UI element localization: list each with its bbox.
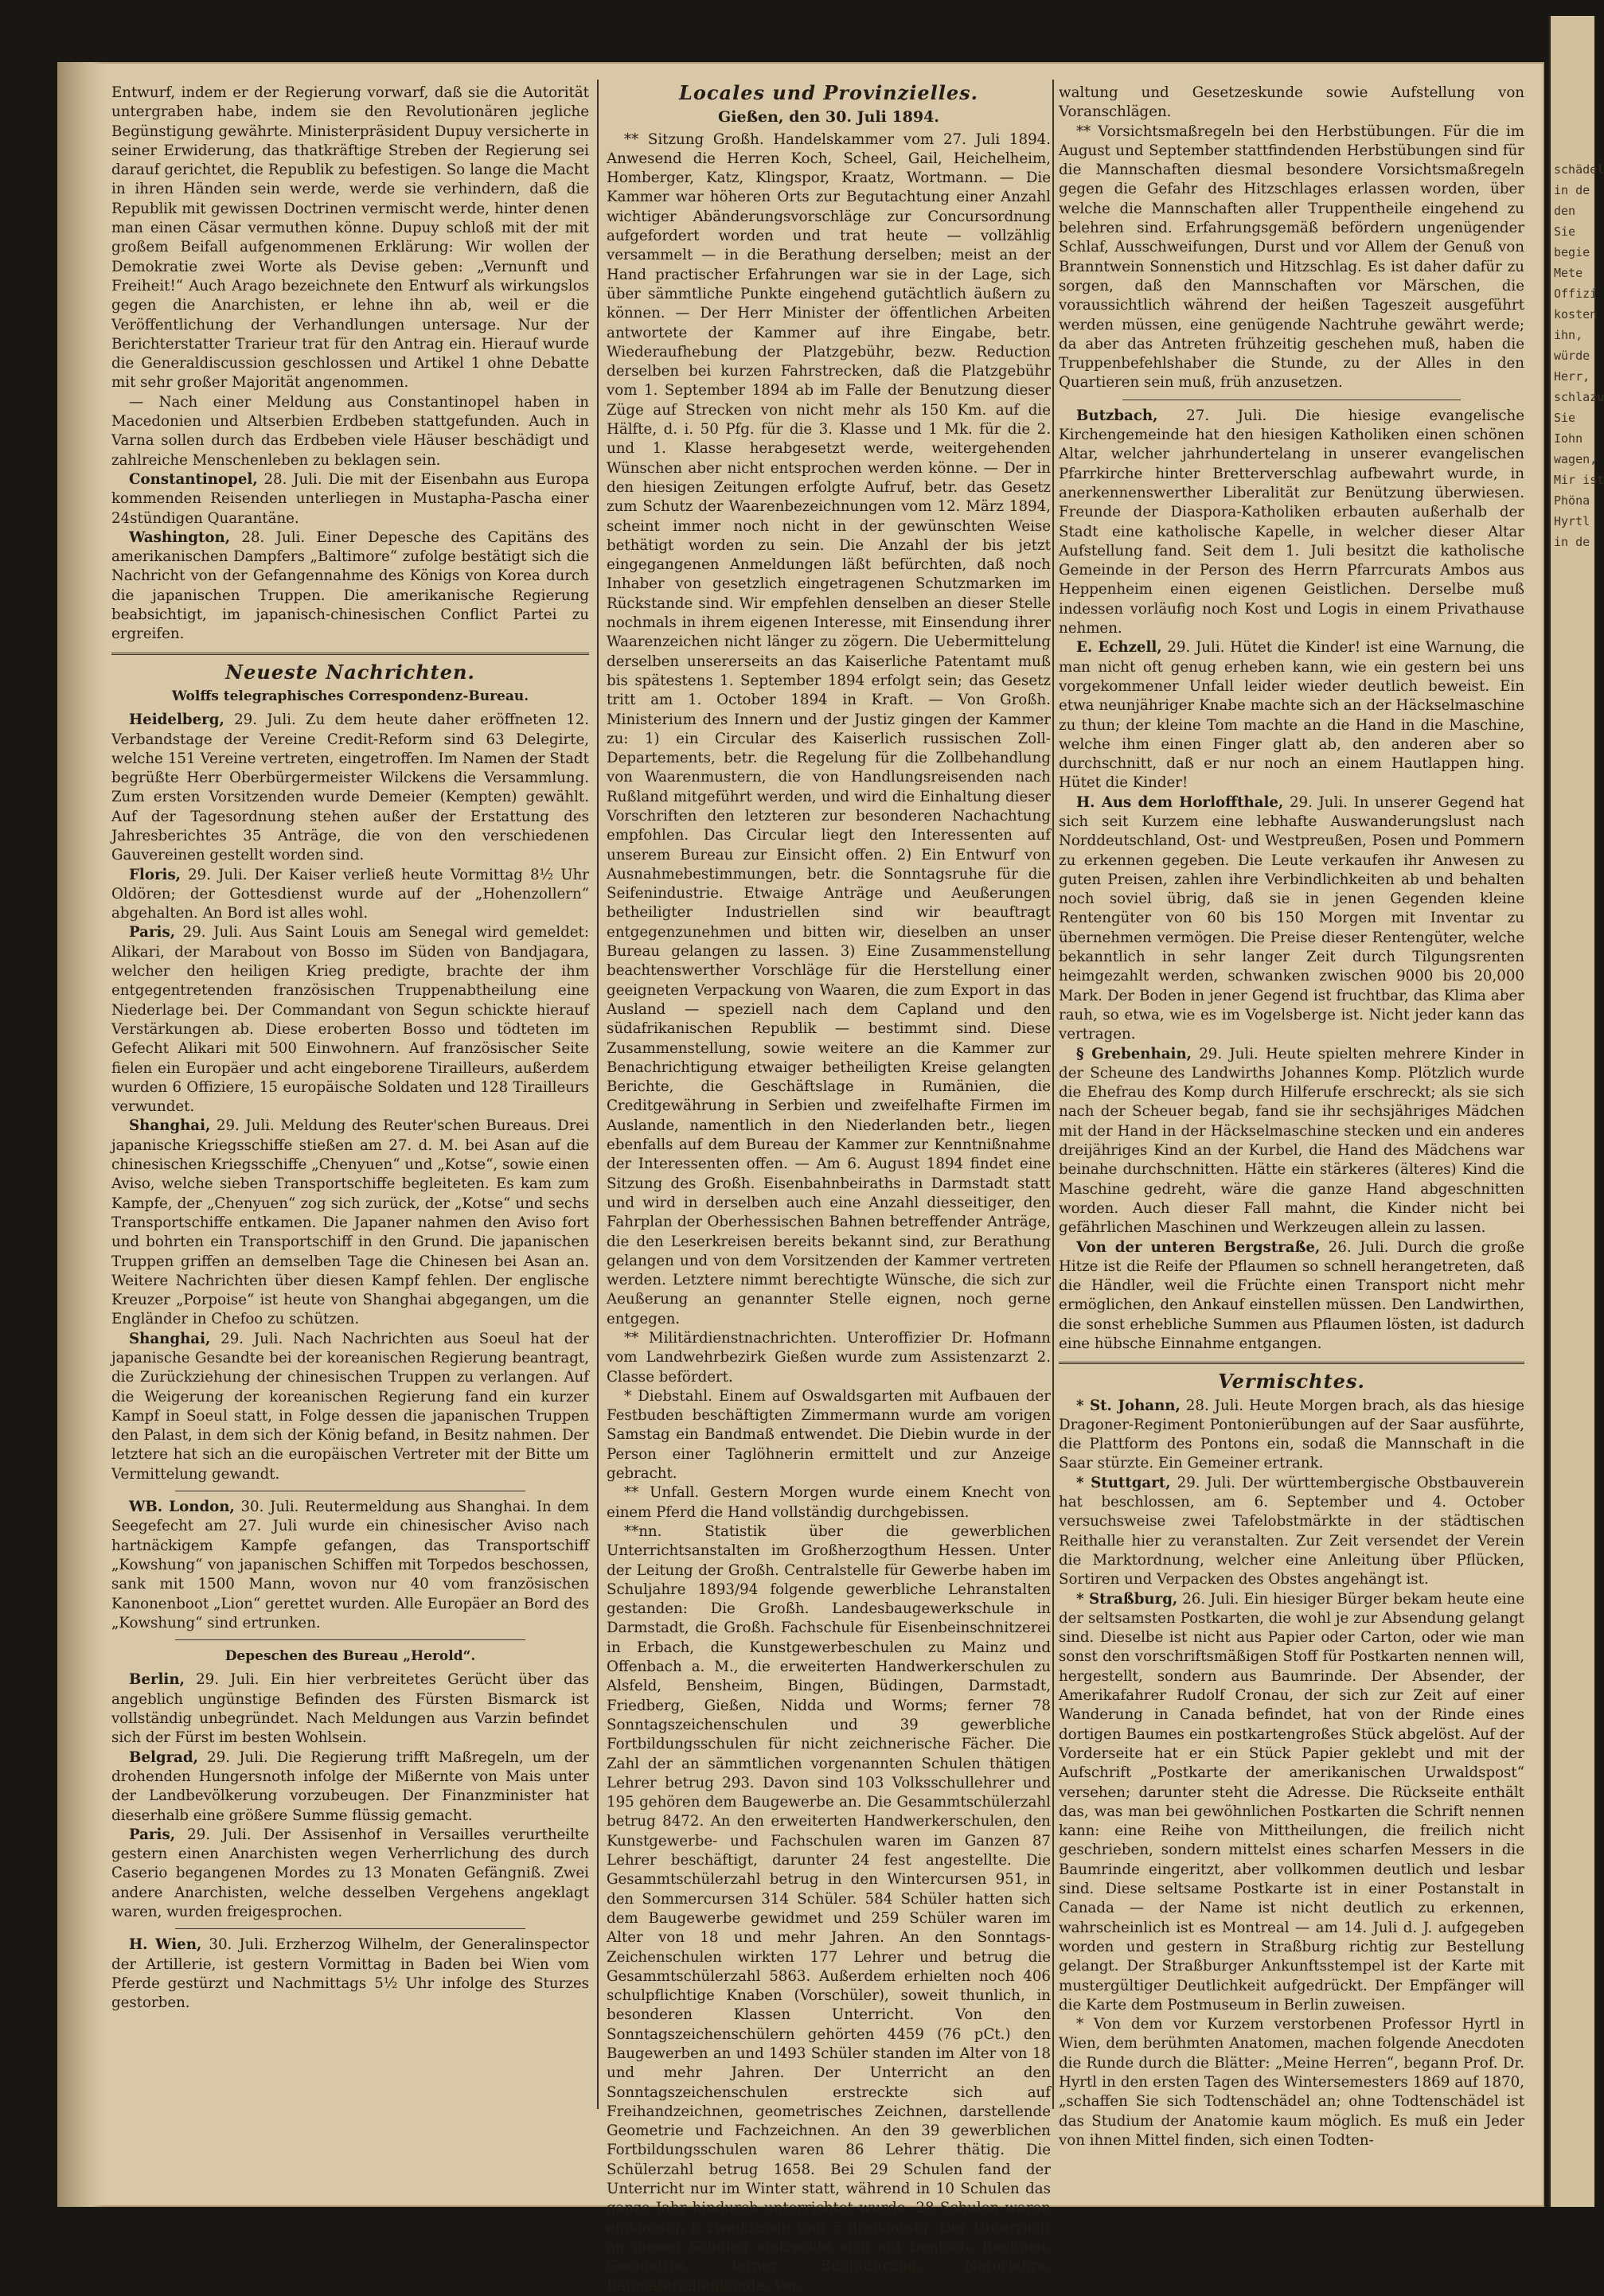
article-text: ** Vorsichtsmaßregeln bei den Herbstübungen. Für die im August und September stattfindenden Herbstübungen sind für die Mannschaften diesmal besondere Vorsichtsmaßregeln gegen die Gefahr des Hitzschlages erlassen worden, über welche die Mannschaften aller Truppentheile eingehend zu belehren sind. Erfahrungsgemäß befördern ungenügender Schlaf, Ausschweifungen, Durst und vor Allem der Genuß von Branntwein Sonnenstich und Hitzschlag. Es ist daher dafür zu sorgen, daß den Mannschaften vor Märschen, die voraussichtlich während der heißen Tageszeit ausgeführt werden müssen, eine genügende Nachtruhe gewährt werde; da aber das Antreten frühzeitig geschehen muß, haben die Truppenbefehlshaber die Stunde, zu der Alles in den Quartieren sein muß, früh anzusetzen. — [1059, 123, 1524, 392]
divider — [175, 1928, 525, 1929]
news-item — [111, 1498, 589, 1633]
section-subheading: Depeschen des Bureau „Herold“. — [224, 1648, 476, 1665]
article-text: ** Unfall. Gestern Morgen wurde einem Knecht von einem Pferd die Hand vollständig durchgebissen. — [607, 1484, 1051, 1521]
dateline: Heidelberg, — [129, 711, 224, 729]
news-text: 28. Juli. Einer Depesche des Capitäns des amerikanischen Dampfers „Baltimore“ zufolge bestätigt sich die Nachricht von der Gefangennahme des Königs von Korea durch die japanischen Truppen. Die amerikanische Regierung beabsichtigt, im japanisch-chinesischen Conflict Partei zu ergreifen. — [111, 528, 589, 643]
article-text: — Nach einer Meldung aus Constantinopel haben in Macedonien und Altserbien Erdbeben stattgefunden. Auch in Varna sollen durch das Erdbeben viele Häuser beschädigt und zahlreiche Menschenleben zu beklagen sein. — [111, 393, 589, 469]
dateline: Paris, — [129, 1826, 176, 1843]
news-item — [1059, 1397, 1524, 1474]
dateline: § Grebenhain, — [1076, 1045, 1192, 1062]
dateline: Berlin, — [129, 1671, 185, 1689]
dateline: Shanghai, — [129, 1117, 211, 1135]
dateline: Belgrad, — [129, 1748, 198, 1766]
dateline: * Stuttgart, — [1076, 1474, 1171, 1491]
news-item — [111, 1670, 589, 1748]
news-item — [1059, 1238, 1524, 1355]
news-text: 28. Juli. Die mit der Eisenbahn aus Europa kommenden Reisenden unterliegen in Mustapha-Pascha einer 24stündigen Quarantäne. — [111, 470, 589, 527]
news-text: 29. Juli. Ein hier verbreitetes Gerücht über das angeblich ungünstige Befinden des Fürsten Bismarck ist vollständig unbegründet. Nach Meldungen aus Varzin befindet sich der Fürst im besten Wohlsein. — [111, 1671, 589, 1747]
column-2 — [607, 81, 1051, 2294]
news-item — [111, 1748, 589, 1826]
news-text: 29. Juli. Der württembergische Obstbauverein hat beschlossen, am 6. September und 4. October versuchsweise zwei Tafelobstmärkte in der städtischen Reithalle hier zu veranstalten. Zur Zeit versendet der Verein die Marktordnung, welcher eine Anleitung über Pflücken, Sortiren und Verpacken des Obstes angehängt ist. — [1059, 1474, 1524, 1588]
news-text: 28. Juli. Heute Morgen brach, als das hiesige Dragoner-Regiment Pontonierübungen auf der Saar ausführte, die Plattform des Pontons ein, sodaß die Mannschaft in die Saar stürzte. Ein Gemeiner ertrank. — [1059, 1397, 1524, 1472]
divider — [175, 1639, 525, 1640]
column-1 — [111, 84, 589, 2113]
news-text: 29. Juli. Zu dem heute daher eröffneten 12. Verbandstage der Vereine Credit-Reform sind 63 Delegirte, welche 151 Vereine vertreten, eingetroffen. Im Namen der Stadt begrüßte Herr Oberbürgermeister Wilckens die Versammlung. Zum ersten Vorsitzenden wurde Demeier (Kempten) gewählt. Auf der Tagesordnung stehen außer der Erstattung des Jahresberichtes 35 Anträge, die von den verschiedenen Gauvereinen gestellt worden sind. — [111, 711, 589, 864]
dateline: H. Aus dem Horloffthale, — [1076, 793, 1284, 811]
news-text: 29. Juli. Der Kaiser verließ heute Vormittag 8½ Uhr Oldören; der Gottesdienst wurde auf der „Hohenzollern“ abgehalten. An Bord ist alles wohl. — [111, 866, 589, 922]
dateline: * St. Johann, — [1076, 1397, 1181, 1414]
news-text: 29. Juli. Der Assisenhof in Versailles verurtheilte gestern einen Anarchisten wegen Verherrlichung des durch Caserio begangenen Mordes zu 13 Monaten Gefängniß. Zwei andere Anarchisten, welche desselben Vergehens angeklagt waren, wurden freigesprochen. — [111, 1826, 589, 1921]
news-item — [111, 1935, 589, 2013]
news-text: 29. Juli. Hütet die Kinder! ist eine Warnung, die man nicht oft genug erheben kann, wie ein gestern bei uns vorgekommener Unfall leider wieder deutlich beweist. Ein etwa neunjähriger Knabe machte sich an der Häckselmaschine zu thun; der kleine Tom machte an die Hand in die Maschine, welche ihm einen Finger glatt ab, den anderen aber so durchschnitt, daß er nur noch an einem Hautlappen hing. Hütet die Kinder! — [1059, 639, 1524, 792]
news-item — [111, 923, 589, 1117]
news-text: 30. Juli. Reutermeldung aus Shanghai. In dem Seegefecht am 27. Juli wurde ein chinesischer Aviso nach hartnäckigem Kampfe gefangen, das Transportschiff „Kowshung“ von japanischen Schiffen mit Torpedos beschossen, sank mit 1500 Mann, wovon nur 40 vom französischen Kanonenboot „Lion“ gerettet wurden. Alle Europäer an Bord des „Kowshung“ sind ertrunken. — [111, 1499, 589, 1631]
news-item — [1059, 1590, 1524, 2016]
section-divider — [111, 653, 589, 655]
section-subheading: Wolffs telegraphisches Correspondenz-Bureau. — [171, 688, 529, 704]
news-item — [111, 470, 589, 528]
dateline: Von der unteren Bergstraße, — [1076, 1238, 1321, 1256]
news-text: 27. Juli. Die hiesige evangelische Kirchengemeinde hat den hiesigen Katholiken einen schönen Altar, welcher jahrhundertelang in unserer evangelischen Pfarrkirche hinter Bretterverschlag aufbewahrt wurde, in anerkennenswerther Liberalität zur Benützung überwiesen. Freunde der Diaspora-Katholiken erbauten außerhalb der Stadt eine katholische Kapelle, in welcher dieser Altar Aufstellung fand. Seit dem 1. Juli besitzt die katholische Gemeinde in der Person des Herrn Pfarrcurats Ambos aus Heppenheim einen eigenen Geistlichen. Derselbe muß indessen vorläufig noch Kost und Logis in einem Privathause nehmen. — [1059, 407, 1524, 637]
column-3 — [1059, 84, 1525, 2149]
news-text: 26. Juli. Ein hiesiger Bürger bekam heute eine der seltsamsten Postkarten, die wohl je zur Absendung gelangt sind. Dieselbe ist nicht aus Papier oder Carton, oder wie man sonst den vorschriftsmäßigen Stoff für Postkarten nennen will, hergestellt, sondern aus Baumrinde. Der Absender, der Amerikafahrer Rudolf Cronau, der sich zur Zeit auf einer Wanderung in Canada befindet, hat von der Rinde eines dortigen Baumes ein postkartengroßes Stück abgelöst. Auf der Vorderseite hat er ein Stück Papier geklebt und mit der Aufschrift „Postkarte der amerikanischen Urwaldspost“ versehen; darunter steht die Adresse. Die Rückseite enthält das, was man bei gewöhnlichen Postkarten die Schrift nennen kann: eine Reihe von Mittheilungen, die freilich nicht geschrieben, sondern mittelst eines scharfen Messers in die Baumrinde eingeritzt, aber vollkommen deutlich und lesbar sind. Diese seltsame Postkarte ist in einer Postanstalt in Canada — der Name ist nicht deutlich zu erkennen, wahrscheinlich ist es Montreal — am 14. Juli d. J. aufgegeben worden und gestern in Straßburg richtig zur Bestellung gelangt. Der Straßburger Ankunftsstempel ist der Karte mit mustergültiger Deutlichkeit aufgedrückt. Der Empfänger will die Karte dem Postmuseum in Berlin zuweisen. — [1059, 1590, 1525, 2013]
news-item — [111, 1330, 589, 1484]
news-item — [111, 866, 589, 924]
column-rule-1 — [597, 80, 599, 2109]
dateline: Butzbach, — [1076, 407, 1158, 424]
issue-dateline: Gießen, den 30. Juli 1894. — [718, 108, 939, 127]
article-text: **nn. Statistik über die gewerblichen Unterrichtsanstalten im Großherzogthum Hessen. Unter der Leitung der Großh. Centralstelle für Gewerbe haben im Schuljahre 1893/94 folgende gewerbliche Lehranstalten gestanden: Die Großh. Landesbaugewerkschule in Darmstadt, die Großh. Fachschule für Eisenbeinschnitzerei in Erbach, die Kunstgewerbeschulen zu Mainz und Offenbach a. M., die erweiterten Handwerkerschulen zu Alsfeld, Bensheim, Bingen, Büdingen, Darmstadt, Friedberg, Gießen, Nidda und Worms; ferner 78 Sonntagszeichenschulen und 39 gewerbliche Fortbildungsschulen für nicht zeichnerische Fächer. Die Zahl der an sämmtlichen vorgenannten Schulen thätigen Lehrer betrug 293. Davon sind 103 Volksschullehrer und 195 gehören dem Baugewerbe an. Die Gesammtschülerzahl betrug 8472. An den erweiterten Handwerkerschulen, den Kunstgewerbe- und Fachschulen waren im Ganzen 87 Lehrer beschäftigt, darunter 24 fest angestellte. Die Gesammtschülerzahl betrug in den Wintercursen 951, in den Sommercursen 314 Schüler. 584 Schüler hatten sich dem Baugewerbe gewidmet und 259 Schüler waren im Alter von 18 und mehr Jahren. An den Sonntags-Zeichenschulen wirkten 177 Lehrer und betrug die Gesammtschülerzahl 5863. Außerdem erhielten noch 406 schulpflichtige Knaben (Vorschüler), soweit thunlich, in besonderen Klassen Unterricht. Von den Sonntagszeichenschülern gehörten 4459 (76 pCt.) den Baugewerben an und 1493 Schüler standen im Alter von 18 und mehr Jahren. Der Unterricht an den Sonntagszeichenschulen erstreckte sich auf Freihandzeichnen, geometrisches Zeichnen, darstellende Geometrie und Fachzeichnen. An den 39 gewerblichen Fortbildungsschulen waren 86 Lehrer thätig. Die Schülerzahl betrug 1658. Bei 29 Schulen fand der Unterricht nur im Winter statt, während in 10 Schulen das ganze Jahr hindurch unterrichtet wurde. 28 Schulen waren einklassig, 6 zweiklassig und 5 dreiklassig. Der Unterricht an diesen Schulen erstreckte sich auf Deutsch, Rechnen, Geometrie, ferner Buchführung, Naturlehre, Baumaterialienkunde, Ver- — [607, 1522, 1051, 2294]
news-text: 29. Juli. Heute spielten mehrere Kinder in der Scheune des Landwirths Johannes Komp. Plötzlich wurde die Ehefrau des Komp durch Hilferufe erschreckt; als sie sich nach der Scheuer begab, fand sie ihr sechsjähriges Mädchen mit der Hand in der Häckselmaschine stecken und ein anderes dreijähriges Kind an der Kurbel, die Hand des Mädchens war beinahe durchschnitten. Hätte ein stärkeres (älteres) Kind die Maschine gedreht, wäre die ganze Hand abgeschnitten worden. Auch dieser Fall mahnt, die Kinder nicht bei gefährlichen Maschinen und Werkzeugen allein zu lassen. — [1059, 1045, 1524, 1237]
news-text: 29. Juli. Aus Saint Louis am Senegal wird gemeldet: Alikari, der Marabout von Bosso im Süden von Bandjagara, welcher den heiligen Krieg predigte, brachte der ihm entgegentretenden französischen Truppenabtheilung eine Niederlage bei. Der Commandant von Segun schickte hierauf Verstärkungen ab. Diese eroberten Bosso und tödteten im Gefecht Alikari mit 500 Einwohnern. Auf französischer Seite fielen ein Europäer und acht eingeborene Tirailleurs, außerdem wurden 6 Offiziere, 15 europäische Soldaten und 128 Tirailleurs verwundet. — [111, 924, 589, 1116]
adjacent-page-edge — [1548, 16, 1604, 2207]
section-heading: Neueste Nachrichten. — [225, 660, 475, 684]
news-text: 30. Juli. Erzherzog Wilhelm, der Generalinspector der Artillerie, ist gestern Vormittag in Baden bei Wien vom Pferde gestürzt und Nachmittags 5½ Uhr infolge des Sturzes gestorben. — [111, 1936, 589, 2012]
news-text: 29. Juli. Nach Nachrichten aus Soeul hat der japanische Gesandte bei der koreanischen Regierung beantragt, die Zurückziehung der chinesischen Truppen zu verlangen. Auf die Weigerung der koreanischen Regierung fand ein kurzer Kampf in Soeul statt, in Folge dessen die japanischen Truppen den Palast, in dem sich der König befand, in Besitz nahmen. Der letztere hat sich an die europäischen Vertreter mit der Bitte um Vermittelung gewandt. — [111, 1330, 589, 1483]
section-divider — [1059, 1362, 1524, 1364]
dateline: * Straßburg, — [1076, 1590, 1178, 1608]
news-item — [111, 711, 589, 865]
dateline: Constantinopel, — [129, 470, 258, 488]
news-item — [111, 1826, 589, 1922]
news-item — [111, 1117, 589, 1329]
article-text: ** Militärdienstnachrichten. Unteroffizier Dr. Hofmann vom Landwehrbezirk Gießen wurde zum Assistenzarzt 2. Classe befördert. — [607, 1330, 1051, 1386]
adjacent-page-text: schädel in de den Sie begie Mete Offizi kosten ihn, würde Herr, schlazu Sie Iohn wagen, Mir ist Phöna Hyrtl in de — [1554, 162, 1604, 549]
news-item — [1059, 407, 1524, 639]
dateline: Shanghai, — [129, 1330, 211, 1347]
article-text: * Von dem vor Kurzem verstorbenen Professor Hyrtl in Wien, dem berühmten Anatomen, machen folgende Anecdoten die Runde durch die Blätter: „Meine Herren“, begann Prof. Dr. Hyrtl in den ersten Tagen des Wintersemesters 1869 auf 1870, „schaffen Sie sich Todtenschädel an; ohne Todtenschädel ist das Studium der Anatomie kaum möglich. Es muß ein Jeder von ihnen Mittel finden, sich einen Todten- — [1059, 2016, 1524, 2149]
article-text: waltung und Gesetzeskunde sowie Aufstellung von Voranschlägen. — [1059, 84, 1524, 121]
news-item — [1059, 638, 1524, 793]
news-item — [111, 528, 589, 645]
dateline: E. Echzell, — [1076, 639, 1162, 657]
dateline: H. Wien, — [129, 1936, 202, 1954]
column-rule-2 — [1052, 80, 1054, 2109]
section-heading: Vermischtes. — [1218, 1370, 1365, 1394]
news-item — [1059, 1045, 1524, 1238]
news-text: 29. Juli. Meldung des Reuter'schen Bureaus. Drei japanische Kriegsschiffe stießen am 27. d. M. bei Asan auf die chinesischen Kriegsschiffe „Chenyuen“ und „Kotse“, sowie einen Aviso, welche sieben Transportschiffe begleiteten. Es kam zum Kampfe, der „Chenyuen“ zog sich zurück, der „Kotse“ und sechs Transportschiffe entkamen. Die Japaner nahmen den Aviso fort und bohrten ein Transportschiff in den Grund. Die japanischen Truppen griffen an demselben Tage die Chinesen bei Asan an. Weitere Nachrichten über diesen Kampf fehlen. Der englische Kreuzer „Porpoise“ ist heute von Shanghai abgegangen, um die Engländer in Chefoo zu schützen. — [111, 1117, 589, 1328]
news-item — [1059, 1474, 1524, 1590]
dateline: Paris, — [129, 924, 176, 941]
news-text: 29. Juli. Die Regierung trifft Maßregeln, um der drohenden Hungersnoth infolge der Mißernte von Mais unter der Landbevölkerung vorzubeugen. Der Finanzminister hat dieserhalb eine größere Summe flüssig gemacht. — [111, 1748, 589, 1824]
article-text: ** Sitzung Großh. Handelskammer vom 27. Juli 1894. Anwesend die Herren Koch, Scheel, Gail, Heichelheim, Homberger, Katz, Klingspor, Kraatz, Wortmann. — Die Kammer war höheren Orts zur Begutachtung einer Anzahl wichtiger Abänderungsvorschläge zur Concursordnung aufgefordert worden und trat heute — vollzählig versammelt — in die Berathung derselben; meist an der Hand practischer Erfahrungen war sie in der Lage, sich über sämmtliche Punkte eingehend gutächtlich äußern zu können. — Der Herr Minister der öffentlichen Arbeiten antwortete der Kammer auf ihre Eingabe, betr. Wiederaufhebung der Platzgebühr, bezw. Reduction derselben bei kurzen Fahrstrecken, daß die Platzgebühr vom 1. September 1894 ab im Falle der Benutzung dieser Züge auf Strecken von nicht mehr als 150 Km. auf die Hälfte, d. i. 50 Pfg. für die 3. Klasse und 1 Mk. für die 2. und 1. Klasse herabgesetzt werde, weitergehenden Wünschen aber nicht entsprochen werden könne. — Der in den hiesigen Zeitungen erfolgte Aufruf, betr. das Gesetz zum Schutz der Waarenbezeichnungen vom 12. März 1894, scheint immer noch nicht in der gewünschten Weise bethätigt worden zu sein. Die Anzahl der bis jetzt eingegangenen Anmeldungen läßt befürchten, daß noch Inhaber von gesetzlich eingetragenen Schutzmarken im Rückstande sind. Wir empfehlen denselben an dieser Stelle nochmals in ihrem eigenen Interesse, mit Einsendung ihrer Waarenzeichen nicht länger zu zögern. Die Uebermittelung derselben unsererseits an das Kaiserliche Patentamt muß bis spätestens 1. September 1894 erfolgt sein; das Gesetz tritt am 1. October 1894 in Kraft. — Von Großh. Ministerium des Innern und der Justiz gingen der Kammer zu: 1) ein Circular des Kaiserlich russischen Zoll-Departements, betr. die Regelung für die Zollbehandlung von Waarenmustern, die von Handlungsreisenden nach Rußland mitgeführt werden, und wird die Einhaltung dieser Vorschriften den letzteren zur besonderen Nachachtung empfohlen. Das Circular liegt den Interessenten auf unserem Bureau zur Einsicht offen. 2) Ein Entwurf von Ausnahmebestimmungen, betr. die Sonntagsruhe für die Seifenindustrie. Etwaige Anträge und Aeußerungen betheiligter Industriellen sind wir beauftragt entgegenzunehmen und bitten wir, dieselben an unser Bureau gelangen zu lassen. 3) Eine Zusammenstellung beachtenswerther Vorschläge für die Herstellung einer geeigneten Verpackung von Waaren, die zum Export in das Ausland — speziell nach dem Capland und den südafrikanischen Republik — bestimmt sind. Diese Zusammenstellung, sowie weitere an die Kammer zur Benachrichtigung etwaiger betheiligten Kreise gelangten Berichte, die Geschäftslage in Rumänien, die Creditgewährung in Serbien und zweifelhafte Firmen im Auslande, namentlich in den Niederlanden betr., liegen ebenfalls auf dem Bureau der Kammer zur Kenntnißnahme der Interessenten offen. — Am 6. August 1894 findet eine Sitzung des Großh. Eisenbahnbeiraths in Darmstadt statt und wird in derselben auch eine Anzahl diesseitiger, den Fahrplan der Oberhessischen Bahnen betreffender Anträge, die den Leserkreisen bereits bekannt sind, zur Berathung gelangen und von dem Vorsitzenden der Kammer vertreten werden. Letztere nimmt berechtigte Wünsche, die sich zur Aeußerung an genannter Stelle eignen, noch gerne entgegen. — [607, 131, 1051, 1327]
article-text: Entwurf, indem er der Regierung vorwarf, daß sie die Autorität untergraben habe, indem sie den Revolutionären jegliche Begünstigung gewährte. Ministerpräsident Dupuy versicherte in seiner Erwiderung, das thatkräftige Streben der Regierung sei darauf gerichtet, die Republik zu befestigen. So lange die Macht in ihren Händen sein werde, werde sie verhindern, daß die Republik mit gewissen Doctrinen vermischt werde, hinter denen man einen Cäsar vermuthen könne. Dupuy schloß mit der mit großem Beifall aufgenommenen Erklärung: Wir wollen der Demokratie zwei Worte als Devise geben: „Vernunft und Freiheit!“ Auch Arago bezeichnete den Entwurf als wirkungslos gegen die Anarchisten, er lehne ihn ab, weil er die Veröffentlichung der Verhandlungen untersage. Nur der Berichterstatter Trarieur trat für den Antrag ein. Hierauf wurde die Generaldiscussion geschlossen und Artikel 1 ohne Debatte mit sehr großer Majorität angenommen. — [111, 84, 589, 392]
dateline: Floris, — [129, 866, 181, 883]
news-item — [1059, 793, 1524, 1045]
news-text: 26. Juli. Durch die große Hitze ist die Reife der Pflaumen so schnell herangetreten, daß die Händler, weil die Früchte einen Transport nicht mehr ermöglichen, den Ankauf einstellen müssen. Den Landwirthen, die sonst erhebliche Summen aus Pflaumen lösten, ist dadurch eine hübsche Einnahme entgangen. — [1059, 1238, 1524, 1352]
section-heading: Locales und Provinzielles. — [679, 81, 978, 104]
dateline: WB. London, — [129, 1499, 235, 1516]
article-text: * Diebstahl. Einem auf Oswaldsgarten mit Aufbauen der Festbuden beschäftigten Zimmermann wurde am vorigen Samstag ein Bandmaß entwendet. Die Diebin wurde in der Person einer Taglöhnerin ermittelt und zur Anzeige gebracht. — [607, 1387, 1051, 1483]
dateline: Washington, — [129, 528, 231, 546]
news-text: 29. Juli. In unserer Gegend hat sich seit Kurzem eine lebhafte Auswanderungslust nach Norddeutschland, Ost- und Westpreußen, Posen und Pommern zu erkennen gegeben. Die Leute verkaufen ihr Anwesen zu guten Preisen, zahlen ihre Verbindlichkeiten ab und behalten noch soviel übrig, daß sie in jenen Gegenden kleine Rentengüter von 60 bis 150 Morgen mit Inventar zu übernehmen vermögen. Die Preise dieser Rentengüter, welche bekanntlich in sehr langer Zeit durch Tilgungsrenten heimgezahlt werden, schwanken zwischen 9000 bis 20,000 Mark. Der Boden in jener Gegend ist fruchtbar, das Klima aber rauh, so etwa, wie es im Vogelsberge ist. Nicht jeder kann das vertragen. — [1059, 793, 1524, 1043]
